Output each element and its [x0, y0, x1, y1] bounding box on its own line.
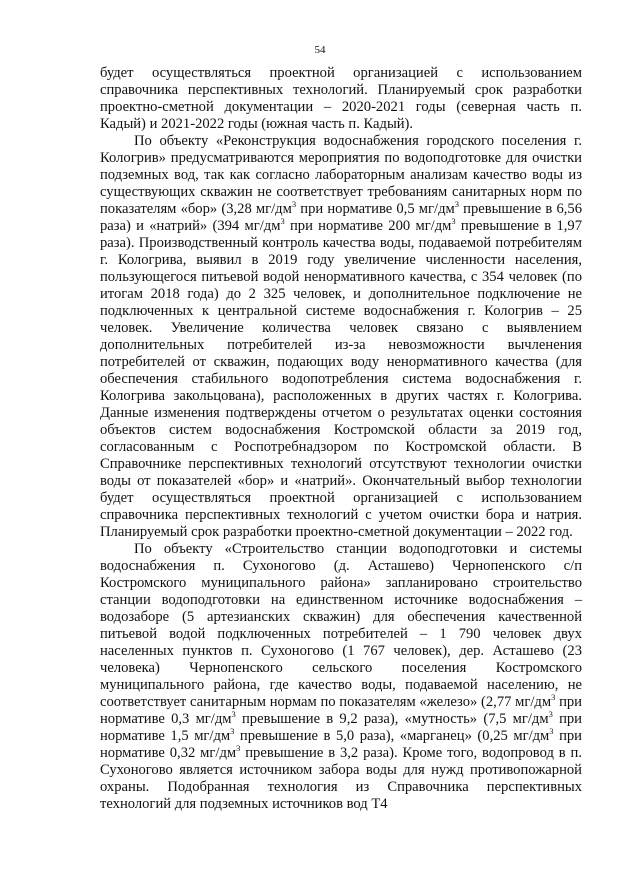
paragraph-text: превышение в 6,56 раза) и «натрий» (394 мг/дм: [100, 201, 582, 234]
paragraph-text: при нормативе 0,5 мг/дм: [296, 201, 455, 217]
superscript: 3: [549, 726, 554, 737]
body-text: [100, 65, 582, 813]
superscript: 3: [454, 199, 459, 210]
paragraph-text: при нормативе 0,32 мг/дм: [100, 728, 582, 761]
paragraph-text: превышение в 9,2 раза), «мутность» (7,5 мг/дм: [235, 711, 549, 727]
superscript: 3: [291, 199, 297, 210]
paragraph-text: при нормативе 0,3 мг/дм: [100, 694, 582, 727]
paragraph: [100, 133, 582, 541]
superscript: 3: [236, 743, 241, 754]
page-number: 54: [314, 44, 326, 56]
paragraph-text: при нормативе 1,5 мг/дм: [100, 711, 582, 744]
superscript: 3: [451, 216, 456, 227]
superscript: 3: [231, 709, 236, 720]
paragraph: [100, 65, 582, 133]
paragraph-text: превышение в 5,0 раза), «марганец» (0,25 мг/дм: [234, 728, 550, 744]
paragraph-text: при нормативе 200 мг/дм: [284, 218, 452, 234]
paragraph-text: превышение в 1,97 раза). Производственный контроль качества воды, подаваемой потребителям г. Кологрива, выявил в 2019 году увеличение численности населения, пользующегося питьевой водой ненормативного качества, с 354 человек (по итогам 2018 года) до 2 325 человек, и дополнительное подключение не подключенных к центральной системе водоснабжения г. Кологрив – 25 человек. Увеличение количества человек связано с выявлением дополнительных потребителей из-за невозможности вычленения потребителей от скважин, подающих воду ненормативного качества (для обеспечения стабильного водопотребления система водоснабжения г. Кологрива закольцована), расположенных в других частях г. Кологрива. Данные изменения подтверждены отчетом о результатах оценки состояния объектов систем водоснабжения Костромской области за 2019 год, согласованным с Роспотребнадзором по Костромской области. В Справочнике перспективных технологий отсутствуют технологии очистки воды от показателей «бор» и «натрий». Окончательный выбор технологии будет осуществляться проектной организацией с использованием справочника перспективных технологий с учетом очистки бора и натрия. Планируемый срок разработки проектно-сметной документации – 2022 год.: [100, 218, 582, 540]
paragraph-text: будет осуществляться проектной организацией с использованием справочника перспективных технологий. Планируемый срок разработки проектно-сметной документации – 2020-2021 годы (северная часть п. Кадый) и 2021-2022 годы (южная часть п. Кадый).: [100, 65, 582, 132]
paragraph: [100, 541, 582, 813]
superscript: 3: [280, 216, 285, 227]
superscript: 3: [551, 692, 556, 703]
superscript: 3: [548, 709, 553, 720]
paragraph-text: превышение в 3,2 раза). Кроме того, водопровод в п. Сухоногово является источником забора воды для нужд противопожарной охраны. Подобранная технология из Справочника перспективных технологий для подземных источников вод Т4: [100, 745, 582, 812]
superscript: 3: [230, 726, 235, 737]
paragraph-text: По объекту «Реконструкция водоснабжения городского поселения г. Кологрив» предусматриваются мероприятия по водоподготовке для очистки подземных вод, так как согласно лабораторным анализам качество воды из существующих скважин не соответствует требованиям санитарных норм по показателям «бор» (3,28 мг/дм: [100, 133, 582, 217]
paragraph-text: По объекту «Строительство станции водоподготовки и системы водоснабжения п. Сухоногово (д. Асташево) Чернопенского с/п Костромского муниципального района» запланировано строительство станции водоподготовки на единственном источнике водоснабжения – водозаборе (5 артезианских скважин) для обеспечения качественной питьевой водой подключенных потребителей – 1 790 человек двух населенных пунктов п. Сухоногово (1 767 человек), дер. Асташево (23 человека) Чернопенского сельского поселения Костромского муниципального района, где качество воды, подаваемой населению, не соответствует санитарным нормам по показателям «железо» (2,77 мг/дм: [100, 541, 582, 710]
